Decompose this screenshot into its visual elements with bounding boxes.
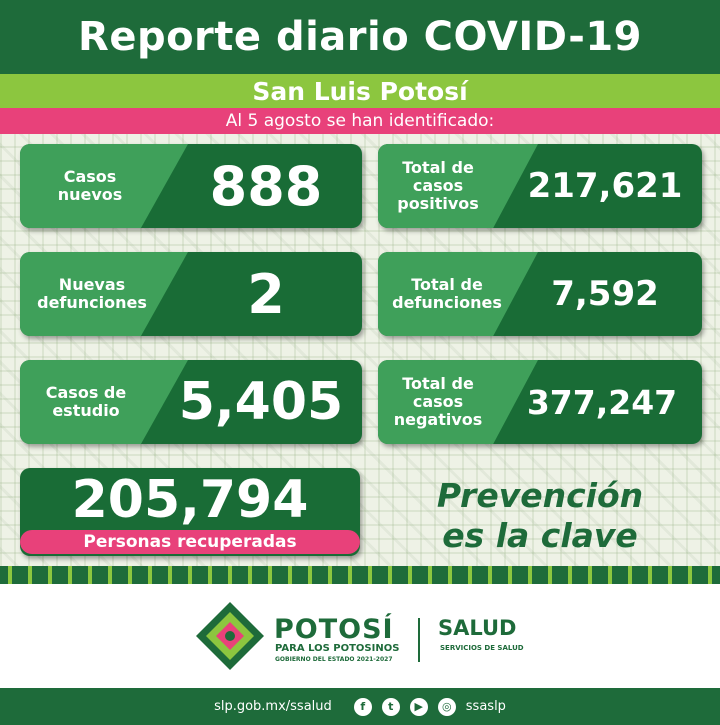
date-announcement: Al 5 agosto se han identificado: xyxy=(225,111,495,131)
card-value: 5,405 xyxy=(178,372,344,432)
potosi-tagline: PARA LOS POTOSINOS xyxy=(275,643,400,654)
report-header xyxy=(0,0,720,74)
card-total-negativos xyxy=(378,360,702,444)
potosi-logo-text: POTOSÍ xyxy=(274,614,394,645)
decorative-band xyxy=(0,566,720,584)
recovered-label: Personas recuperadas xyxy=(20,530,360,554)
card-label: Casos de estudio xyxy=(45,383,127,420)
salud-logo-text: SALUD xyxy=(438,616,517,640)
card-label: Casos nuevos xyxy=(57,167,123,204)
date-banner xyxy=(0,108,720,134)
card-value: 888 xyxy=(209,154,323,218)
card-value: 7,592 xyxy=(551,274,659,314)
logo-divider xyxy=(418,618,420,662)
card-label: Total de casos positivos xyxy=(397,158,479,213)
website-link[interactable]: slp.gob.mx/ssalud xyxy=(214,699,332,714)
social-handle[interactable]: ssaslp xyxy=(465,699,506,714)
card-label: Total de defunciones xyxy=(392,275,502,312)
state-banner xyxy=(0,74,720,108)
recovered-value: 205,794 xyxy=(71,470,309,530)
card-casos-nuevos xyxy=(20,144,362,228)
twitter-icon[interactable]: t xyxy=(382,698,400,716)
logo-strip xyxy=(0,584,720,688)
card-total-positivos xyxy=(378,144,702,228)
card-label: Total de casos negativos xyxy=(393,374,483,429)
card-nuevas-defunciones xyxy=(20,252,362,336)
slogan: Prevención es la clave xyxy=(436,476,644,555)
recovered-card xyxy=(20,468,360,556)
instagram-icon[interactable]: ◎ xyxy=(438,698,456,716)
report-title: Reporte diario COVID-19 xyxy=(78,14,642,60)
card-value: 2 xyxy=(247,262,285,326)
card-value: 377,247 xyxy=(526,382,678,422)
servicios-text: SERVICIOS DE SALUD xyxy=(440,644,524,652)
card-casos-estudio xyxy=(20,360,362,444)
state-name: San Luis Potosí xyxy=(252,76,468,106)
card-label: Nuevas defunciones xyxy=(37,275,147,312)
facebook-icon[interactable]: f xyxy=(354,698,372,716)
card-total-defunciones xyxy=(378,252,702,336)
gobierno-text: GOBIERNO DEL ESTADO 2021-2027 xyxy=(275,656,393,663)
card-value: 217,621 xyxy=(527,166,683,206)
potosi-emblem-icon xyxy=(194,600,266,672)
youtube-icon[interactable]: ▶ xyxy=(410,698,428,716)
footer xyxy=(0,688,720,725)
